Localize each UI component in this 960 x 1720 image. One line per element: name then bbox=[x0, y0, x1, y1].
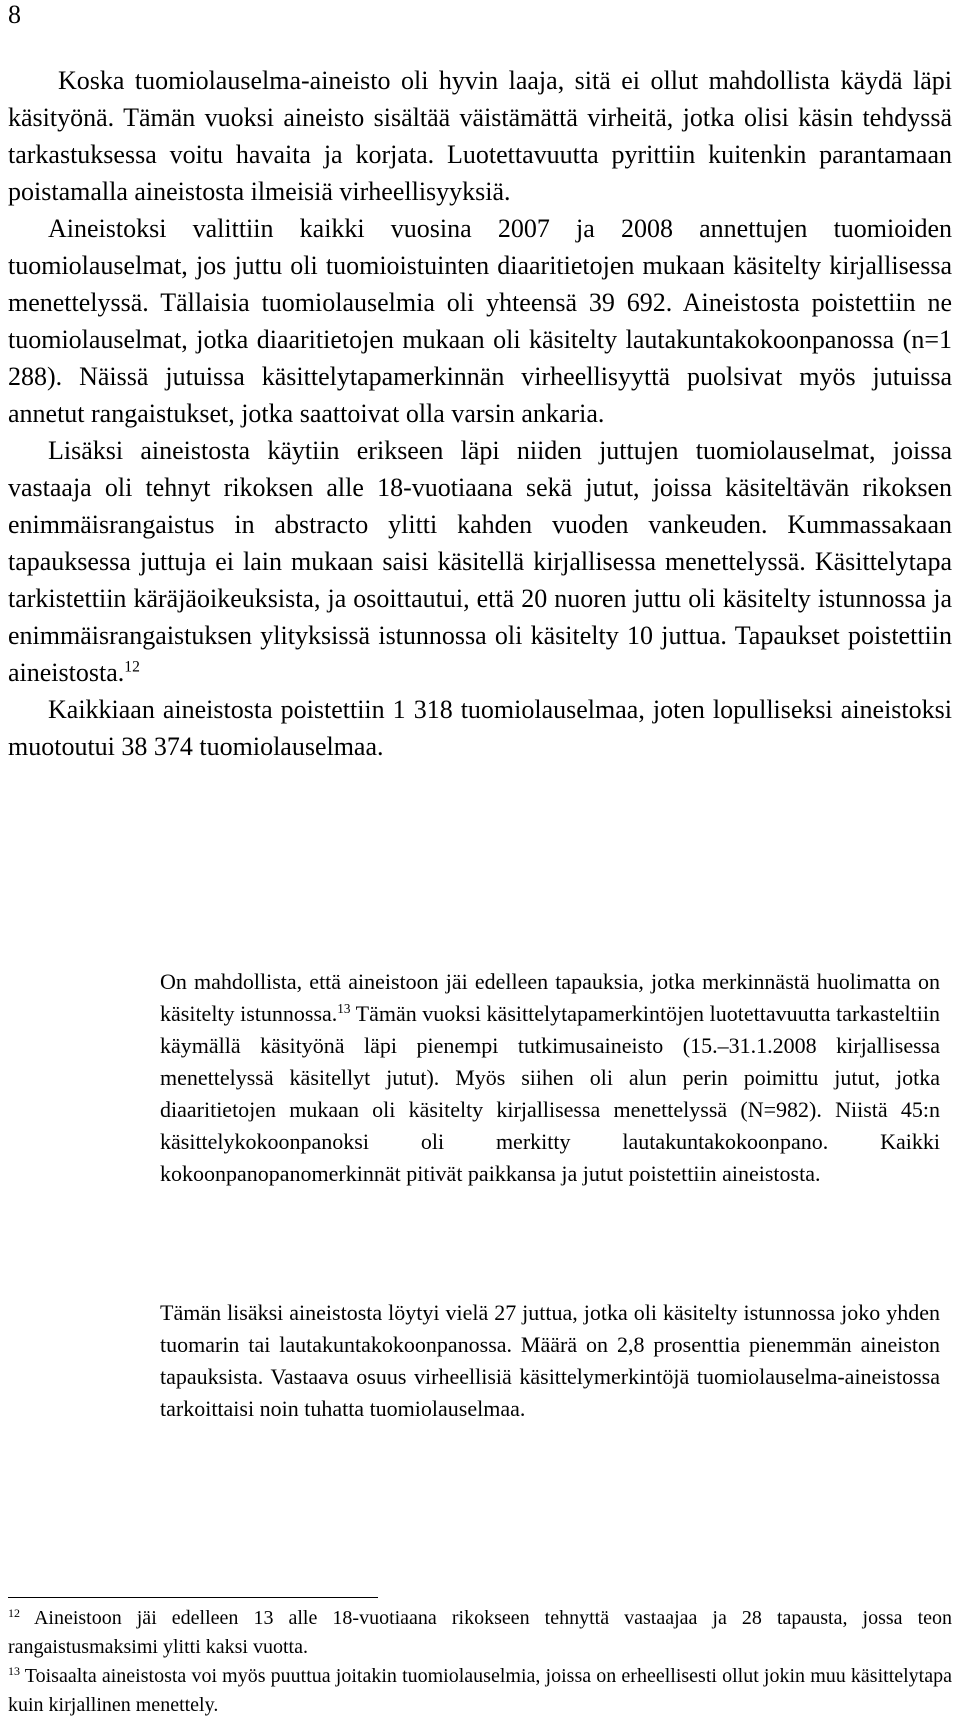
footnote-12-number: 12 bbox=[8, 1605, 20, 1620]
indented-note-2-paragraph: Tämän lisäksi aineistosta löytyi vielä 27 juttua, jotka oli käsitelty istunnossa joko yhden tuomarin tai lautakuntakokoonpanossa. Määrä on 2,8 prosenttia pienemmän aineiston tapauksista. Vastaava osuus virheellisiä käsittelymerkintöjä tuomiolauselma-aineistossa tarkoittaisi noin tuhatta tuomiolauselmaa. bbox=[160, 1300, 940, 1421]
footnote-separator bbox=[8, 1597, 378, 1598]
footnote-12 bbox=[8, 1604, 952, 1662]
footnotes bbox=[8, 1604, 952, 1720]
paragraph-3 bbox=[8, 432, 952, 691]
footnote-13-text: Toisaalta aineistosta voi myös puuttua joitakin tuomiolauselmia, joissa on erheellisesti ollut jokin muu käsittelytapa kuin kirjallinen menettely. bbox=[8, 1665, 952, 1716]
indented-note-1-text-a: On mahdollista, että aineistoon jäi edelleen tapauksia, jotka merkinnästä huolimatta on käsitelty istunnossa. bbox=[160, 969, 940, 1026]
main-text bbox=[8, 62, 952, 765]
indented-note-1-paragraph bbox=[160, 966, 940, 1190]
indented-note-1-text-b: Tämän vuoksi käsittelytapamerkintöjen luotettavuutta tarkasteltiin käymällä käsityönä läpi pienempi tutkimusaineisto (15.–31.1.2008 kirjallisessa menettelyssä käsitellyt jutut). Myös siihen oli alun perin poimittu jutut, jotka diaaritietojen mukaan oli käsitelty kirjallisessa menettelyssä (N=982). Niistä 45:n käsittelykokoonpanoksi oli merkitty lautakuntakokoonpano. Kaikki kokoonpanopanomerkinnät pitivät paikkansa ja jutut poistettiin aineistosta. bbox=[160, 1001, 941, 1186]
paragraph-1: Koska tuomiolauselma-aineisto oli hyvin laaja, sitä ei ollut mahdollista käydä läpi käsityönä. Tämän vuoksi aineisto sisältää väistämättä virheitä, jotka olisi käsin tehdyssä tarkastuksessa voitu havaita ja korjata. Luotettavuutta pyrittiin kuitenkin parantamaan poistamalla aineistosta ilmeisiä virheellisyyksiä. bbox=[8, 66, 952, 206]
indented-note-1 bbox=[160, 966, 940, 1190]
paragraph-4: Kaikkiaan aineistosta poistettiin 1 318 tuomiolauselmaa, joten lopulliseksi aineistoksi muotoutui 38 374 tuomiolauselmaa. bbox=[8, 695, 952, 761]
footnote-ref-12: 12 bbox=[124, 658, 140, 676]
footnote-12-text: Aineistoon jäi edelleen 13 alle 18-vuotiaana rikokseen tehnyttä vastaajaa ja 28 tapausta, jossa teon rangaistusmaksimi ylitti kaksi vuotta. bbox=[8, 1607, 952, 1658]
paragraph-2: Aineistoksi valittiin kaikki vuosina 2007 ja 2008 annettujen tuomioiden tuomiolauselmat, jos juttu oli tuomioistuinten diaaritietojen mukaan käsitelty kirjallisessa menettelyssä. Tällaisia tuomiolauselmia oli yhteensä 39 692. Aineistosta poistettiin ne tuomiolauselmat, jotka diaaritietojen mukaan oli käsitelty lautakuntakokoonpanossa (n=1 288). Näissä jutuissa käsittelytapamerkinnän virheellisyyttä puolsivat myös jutuissa annetut rangaistukset, jotka saattoivat olla varsin ankaria. bbox=[8, 214, 952, 428]
footnote-13-number: 13 bbox=[8, 1663, 20, 1678]
footnote-13 bbox=[8, 1662, 952, 1720]
indented-note-2 bbox=[160, 1297, 940, 1425]
footnote-ref-13: 13 bbox=[337, 1001, 351, 1017]
paragraph-3-text: Lisäksi aineistosta käytiin erikseen läpi niiden juttujen tuomiolauselmat, joissa vastaaja oli tehnyt rikoksen alle 18-vuotiaana sekä jutut, joissa käsiteltävän rikoksen enimmäisrangaistus in abstracto ylitti kahden vuoden vankeuden. Kummassakaan tapauksessa juttuja ei lain mukaan saisi käsitellä kirjallisessa menettelyssä. Käsittelytapa tarkistettiin käräjäoikeuksista, ja osoittautui, että 20 nuoren juttu oli käsitelty istunnossa ja enimmäisrangaistuksen ylityksissä istunnossa oli käsitelty 10 juttua. Tapaukset poistettiin aineistosta. bbox=[8, 436, 952, 687]
page-number: 8 bbox=[8, 0, 21, 29]
